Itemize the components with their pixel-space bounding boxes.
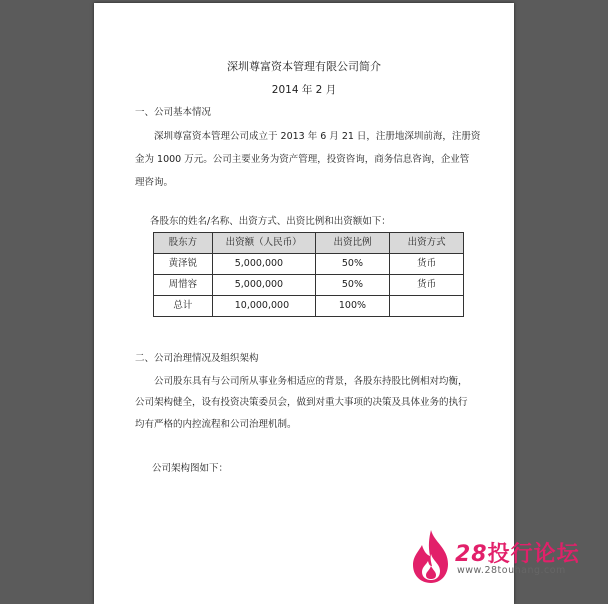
document-page (94, 3, 514, 604)
table-header-cell: 出资比例 (315, 233, 390, 254)
paragraph-line: 公司架构健全，设有投资决策委员会，做到对重大事项的决策及具体业务的执行 (135, 397, 468, 408)
table-cell: 总计 (154, 296, 213, 317)
table-cell: 5,000,000 (212, 254, 315, 275)
watermark-url: www.28touhang.com (457, 565, 566, 576)
paragraph-line: 理咨询。 (135, 177, 174, 188)
table-cell: 货币 (390, 275, 464, 296)
table-cell: 50% (315, 275, 390, 296)
table-header-cell: 出资额（人民币） (212, 233, 315, 254)
paragraph-line: 深圳尊富资本管理公司成立于 2013 年 6 月 21 日，注册地深圳前海，注册资 (154, 131, 481, 142)
table-cell (390, 296, 464, 317)
table-intro: 各股东的姓名/名称、出资方式、出资比例和出资额如下： (150, 216, 391, 227)
table-header-cell: 出资方式 (390, 233, 464, 254)
shareholders-table (153, 232, 464, 317)
section1-heading: 一、公司基本情况 (135, 107, 212, 118)
table-header-row (154, 233, 464, 254)
document-title: 深圳尊富资本管理有限公司简介 (227, 60, 381, 73)
table-cell: 100% (315, 296, 390, 317)
watermark-brand (455, 537, 580, 568)
paragraph-line: 公司股东具有与公司所从事业务相适应的背景，各股东持股比例相对均衡， (154, 376, 468, 387)
watermark-name: 投行论坛 (487, 542, 580, 567)
flame-logo-icon (408, 528, 454, 584)
table-row (154, 275, 464, 296)
section2-heading: 二、公司治理情况及组织架构 (135, 353, 259, 364)
paragraph-line: 金为 1000 万元。公司主要业务为资产管理，投资咨询，商务信息咨询，企业管 (135, 154, 470, 165)
table-header-cell: 股东方 (154, 233, 213, 254)
chart-intro: 公司架构图如下： (152, 463, 229, 474)
table-cell: 10,000,000 (212, 296, 315, 317)
table-cell: 5,000,000 (212, 275, 315, 296)
document-date: 2014 年 2 月 (271, 84, 337, 96)
paragraph-line: 均有严格的内控流程和公司治理机制。 (135, 419, 297, 430)
watermark-number: 28 (455, 542, 488, 567)
table-row (154, 296, 464, 317)
table-row (154, 254, 464, 275)
table-cell: 50% (315, 254, 390, 275)
table-cell: 周惜容 (154, 275, 213, 296)
table-cell: 货币 (390, 254, 464, 275)
table-cell: 黄泽锐 (154, 254, 213, 275)
